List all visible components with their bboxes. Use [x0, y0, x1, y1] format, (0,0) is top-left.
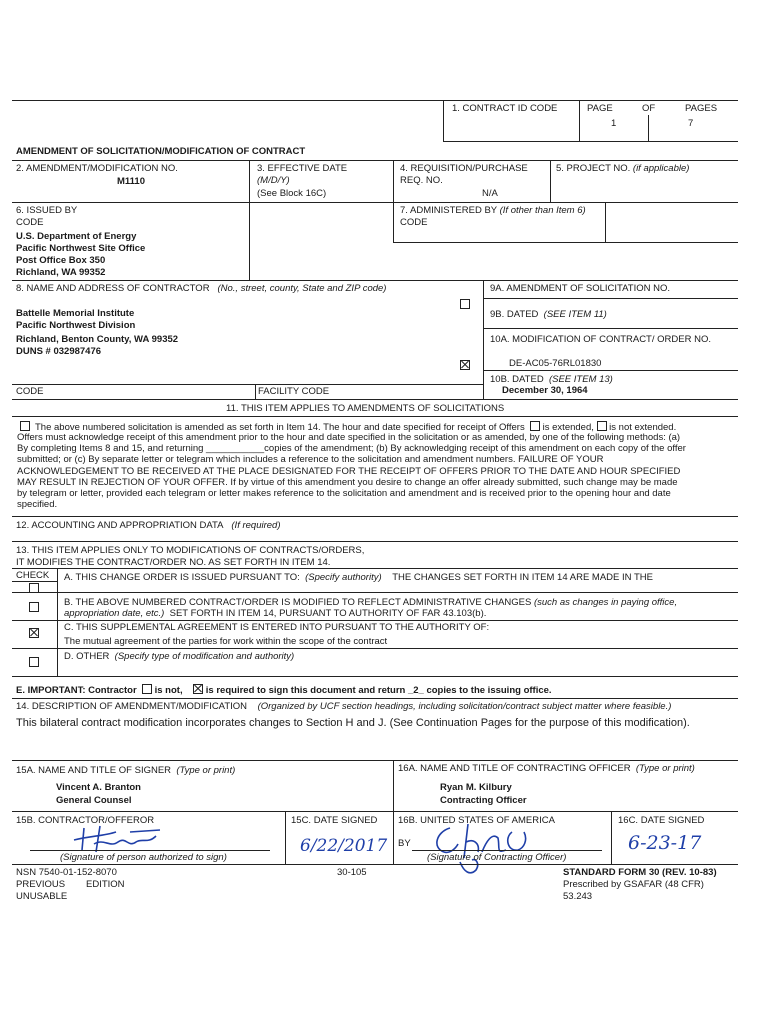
item13-d: D. OTHER (Specify type of modification and authority) [64, 651, 295, 662]
contracting-officer-name: Ryan M. Kilbury [440, 782, 512, 793]
issued-by-line-3: Post Office Box 350 [16, 255, 106, 266]
contractor-code: CODE [16, 386, 44, 397]
item13-b-line-2: appropriation date, etc.) SET FORTH IN ITEM 14, PURSUANT TO AUTHORITY OF FAR 43.103(b). [64, 608, 487, 619]
form-title: AMENDMENT OF SOLICITATION/MODIFICATION OF CONTRACT [16, 146, 306, 157]
requisition-label-b: REQ. NO. [400, 175, 443, 186]
form-code: 30-105 [337, 867, 367, 878]
issued-by-line-2: Pacific Northwest Site Office [16, 243, 146, 254]
administrative-changes-checkbox[interactable] [29, 602, 39, 612]
item13-heading-2: IT MODIFIES THE CONTRACT/ORDER NO. AS SET FORTH IN ITEM 14. [16, 557, 331, 568]
item11-heading: 11. THIS ITEM APPLIES TO AMENDMENTS OF SOLICITATIONS [226, 403, 505, 414]
administered-by-code: CODE [400, 217, 428, 228]
contractor-label: 8. NAME AND ADDRESS OF CONTRACTOR (No., street, county, State and ZIP code) [16, 283, 387, 294]
prescribed-label: Prescribed by GSAFAR (48 CFR) [563, 879, 704, 890]
edition-label: EDITION [86, 879, 125, 890]
amendment-solicitation-checkbox[interactable] [460, 299, 470, 309]
item13-a: A. THIS CHANGE ORDER IS ISSUED PURSUANT TO: (Specify authority) THE CHANGES SET FORTH IN ITEM 14 ARE MADE IN THE [64, 572, 653, 583]
contractor-signature-label: 15B. CONTRACTOR/OFFEROR [16, 815, 155, 826]
description-label: 14. DESCRIPTION OF AMENDMENT/MODIFICATION (Organized by UCF section headings, including solicitation/contract subject matter where feasible.) [16, 701, 672, 712]
standard-form-label: STANDARD FORM 30 (REV. 10-83) [563, 867, 717, 878]
contracting-officer-title: Contracting Officer [440, 795, 527, 806]
item11-body: Offers must acknowledge receipt of this amendment prior to the hour and date specified in the solicitation or as amended, by one of the following methods: (a) By completing Items 8 and 15, and returning ___________copies of the amendment; (b) By acknowledging receipt of this amendment on each copy of the offer submitted; or (c) By separate letter or telegram which includes a reference to the solicitation and amendment numbers. FAILURE OF YOUR ACKNOWLEDGEMENT TO BE RECEIVED AT THE PLACE DESIGNATED FOR THE RECEIPT OF OFFERS PRIOR TO THE DATE AND HOUR SPECIFIED MAY RESULT IN REJECTION OF YOUR OFFER. If by virtue of this amendment you desire to change an offer already submitted, such change may be made by telegram or letter, provided each telegram or letter makes reference to the solicitation and amendment and is received prior to the opening hour and date specified. [17, 432, 686, 511]
contractor-date-label: 15C. DATE SIGNED [291, 815, 378, 826]
solicitation-amended-checkbox[interactable] [20, 421, 30, 431]
co-signature-caption: (Signature of Contracting Officer) [427, 852, 567, 863]
previous-label: PREVIOUS [16, 879, 66, 890]
issued-by-code: CODE [16, 217, 44, 228]
supplemental-agreement-checkbox[interactable] [29, 628, 39, 638]
contract-id-code-label: 1. CONTRACT ID CODE [452, 103, 558, 114]
amendment-no-label: 2. AMENDMENT/MODIFICATION NO. [16, 163, 178, 174]
by-label: BY [398, 838, 411, 849]
modification-contract-checkbox[interactable] [460, 360, 470, 370]
signer-name-label: 15A. NAME AND TITLE OF SIGNER (Type or print) [16, 765, 236, 776]
page-label: PAGE [587, 103, 613, 114]
contractor-line-1: Battelle Memorial Institute [16, 308, 135, 319]
signer-title: General Counsel [56, 795, 132, 806]
usa-label: 16B. UNITED STATES OF AMERICA [398, 815, 555, 826]
of-label: OF [642, 103, 656, 114]
other-checkbox[interactable] [29, 657, 39, 667]
nsn-number: NSN 7540-01-152-8070 [16, 867, 117, 878]
administered-by-label: 7. ADMINISTERED BY (If other than Item 6) [400, 205, 586, 216]
accounting-label: 12. ACCOUNTING AND APPROPRIATION DATA (If required) [16, 520, 281, 531]
contracting-officer-name-label: 16A. NAME AND TITLE OF CONTRACTING OFFICER (Type or print) [398, 763, 695, 774]
contractor-line-4: DUNS # 032987476 [16, 346, 102, 357]
amendment-solicitation-label: 9A. AMENDMENT OF SOLICITATION NO. [490, 283, 670, 294]
co-date-signed: 6-23-17 [628, 832, 702, 854]
item13-heading-1: 13. THIS ITEM APPLIES ONLY TO MODIFICATIONS OF CONTRACTS/ORDERS, [16, 545, 365, 556]
project-no-label: 5. PROJECT NO. (if applicable) [556, 163, 690, 174]
issued-by-line-1: U.S. Department of Energy [16, 231, 137, 242]
description-text: This bilateral contract modification incorporates changes to Section H and J. (See Continuation Pages for the purpose of this modification). [16, 717, 690, 729]
cfr-label: 53.243 [563, 891, 593, 902]
contractor-line-2: Pacific Northwest Division [16, 320, 136, 331]
unusable-label: UNUSABLE [16, 891, 68, 902]
contract-number: DE-AC05-76RL01830 [509, 358, 602, 369]
is-not-checkbox[interactable] [142, 684, 152, 694]
issued-by-line-4: Richland, WA 99352 [16, 267, 106, 278]
contracting-officer-signature [420, 818, 550, 878]
facility-code: FACILITY CODE [258, 386, 330, 397]
dated-9b-label: 9B. DATED (SEE ITEM 11) [490, 309, 607, 320]
issued-by-label: 6. ISSUED BY [16, 205, 78, 216]
contractor-date-signed: 6/22/2017 [300, 836, 388, 856]
contractor-signature-caption: (Signature of person authorized to sign) [60, 852, 227, 863]
requisition-value: N/A [482, 188, 498, 199]
signer-name: Vincent A. Branton [56, 782, 141, 793]
co-date-label: 16C. DATE SIGNED [618, 815, 705, 826]
effective-date-format: (M/D/Y) [257, 175, 290, 186]
item11-line-1: The above numbered solicitation is amended as set forth in Item 14. The hour and date specified for receipt of Offers is extended, is not extended. [35, 422, 677, 433]
contractor-line-3: Richland, Benton County, WA 99352 [16, 334, 179, 345]
amendment-no-value: M1110 [117, 176, 145, 187]
requisition-label: 4. REQUISITION/PURCHASE [400, 163, 528, 174]
page-number: 1 [611, 118, 617, 129]
dated-10b-label: 10B. DATED (SEE ITEM 13) [490, 374, 613, 385]
modification-contract-label: 10A. MODIFICATION OF CONTRACT/ ORDER NO. [490, 334, 711, 345]
not-extended-checkbox[interactable] [597, 421, 607, 431]
item13-c: C. THIS SUPPLEMENTAL AGREEMENT IS ENTERED INTO PURSUANT TO THE AUTHORITY OF: [64, 622, 490, 633]
effective-date-note: (See Block 16C) [257, 188, 327, 199]
important-notice: E. IMPORTANT: Contractor is not, is required to sign this document and return _2_ copies to the issuing office. [16, 685, 552, 696]
is-required-checkbox[interactable] [193, 684, 203, 694]
check-column-label: CHECK [16, 570, 50, 581]
pages-label: PAGES [685, 103, 718, 114]
total-pages: 7 [688, 118, 694, 129]
dated-10b-value: December 30, 1964 [502, 385, 588, 396]
item13-c-sub: The mutual agreement of the parties for work within the scope of the contract [64, 636, 388, 647]
extended-checkbox[interactable] [530, 421, 540, 431]
effective-date-label: 3. EFFECTIVE DATE [257, 163, 348, 174]
item13-b-line-1: B. THE ABOVE NUMBERED CONTRACT/ORDER IS MODIFIED TO REFLECT ADMINISTRATIVE CHANGES (such as changes in paying office, [64, 597, 678, 608]
